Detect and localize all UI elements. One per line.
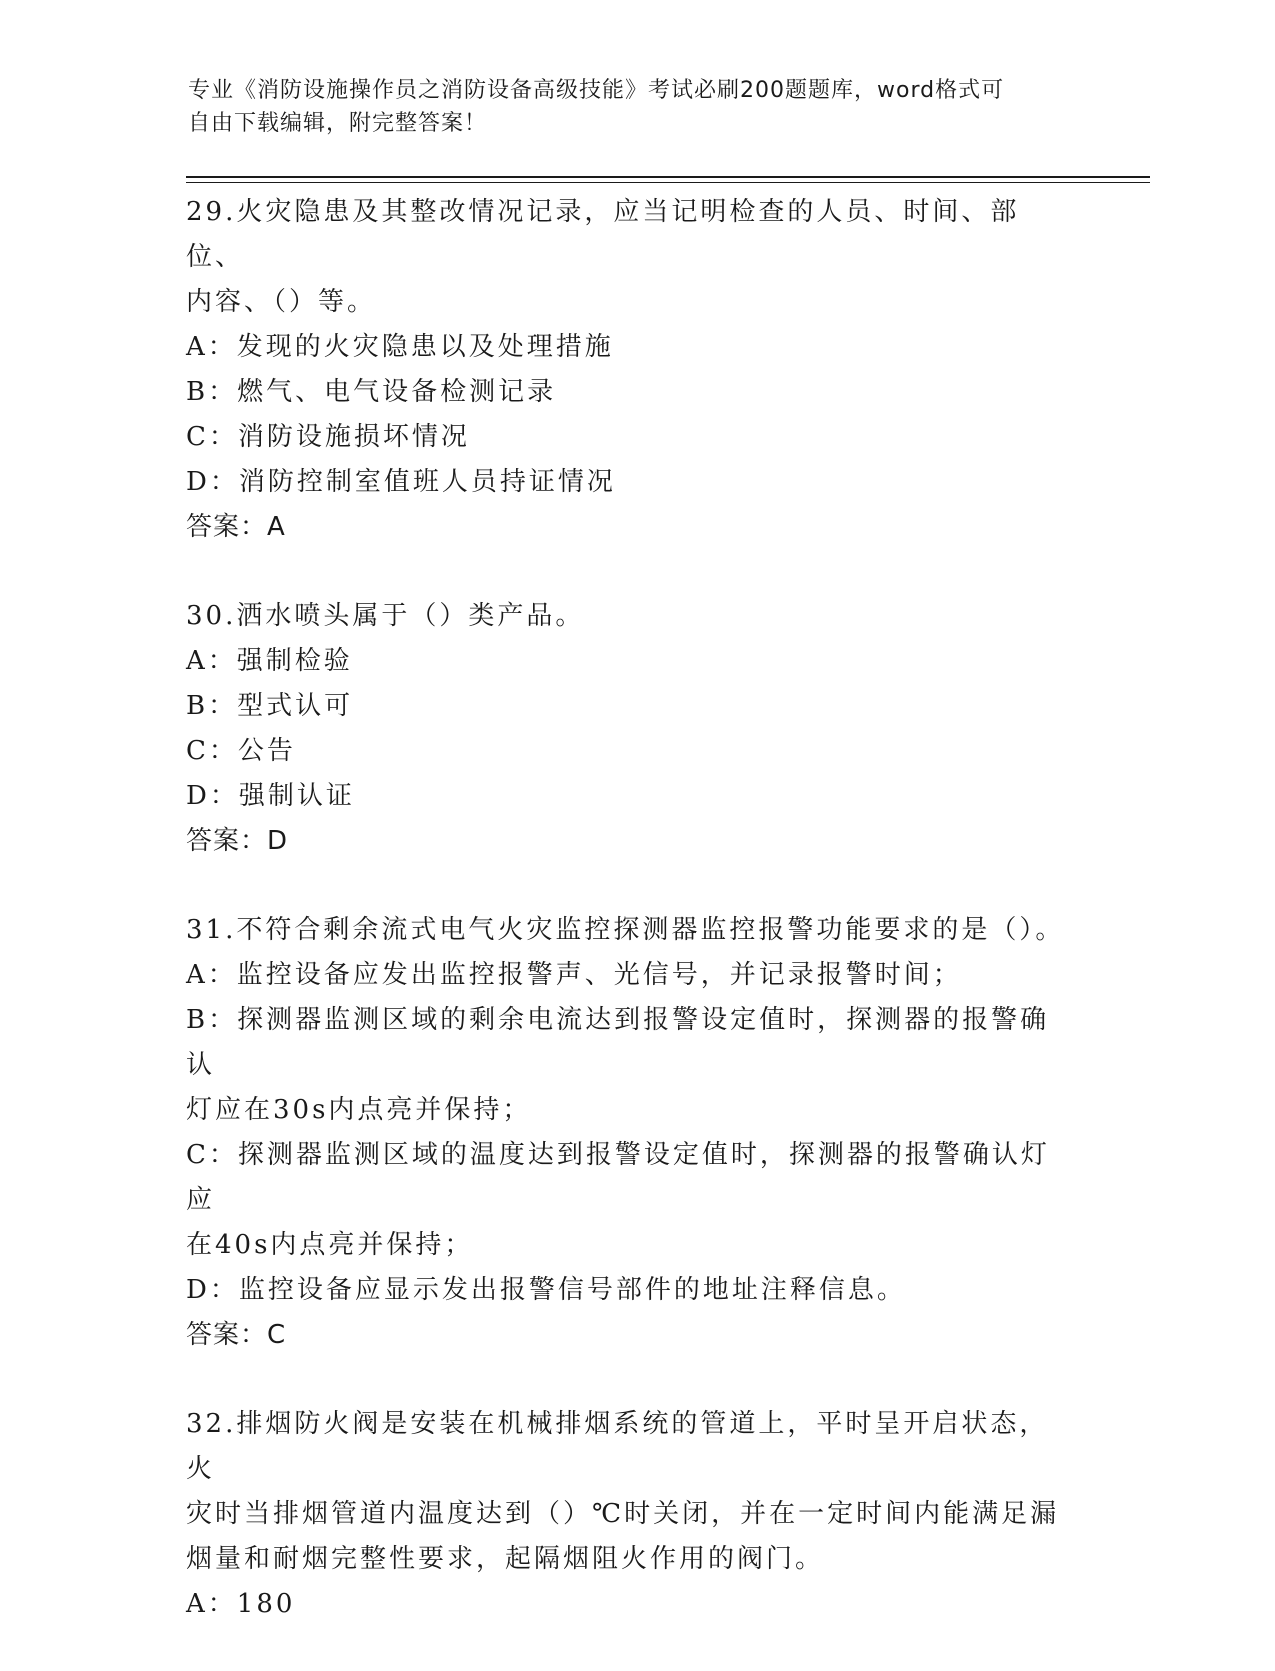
option-b: B：探测器监测区域的剩余电流达到报警设定值时，探测器的报警确认 xyxy=(186,1005,1050,1080)
question-31 xyxy=(186,908,1066,1358)
question-stem-line: 烟量和耐烟完整性要求，起隔烟阻火作用的阀门。 xyxy=(186,1544,825,1574)
option-a: A：强制检验 xyxy=(186,646,353,676)
document-header xyxy=(188,74,1068,140)
question-29 xyxy=(186,190,1066,550)
question-stem-line: 30.洒水喷头属于（）类产品。 xyxy=(186,601,585,631)
question-stem-line: 灾时当排烟管道内温度达到（）℃时关闭，并在一定时间内能满足漏 xyxy=(186,1499,1060,1529)
question-stem-line: 29.火灾隐患及其整改情况记录，应当记明检查的人员、时间、部位、 xyxy=(186,197,1020,272)
option-c-continued: 在40s内点亮并保持； xyxy=(186,1230,474,1260)
question-list xyxy=(186,190,1066,1671)
option-a: A：监控设备应发出监控报警声、光信号，并记录报警时间； xyxy=(186,960,962,990)
question-30 xyxy=(186,594,1066,864)
option-b: B：型式认可 xyxy=(186,691,354,721)
option-a: A：180 xyxy=(186,1589,296,1619)
option-c: C：公告 xyxy=(186,736,296,766)
question-stem-line: 32.排烟防火阀是安装在机械排烟系统的管道上，平时呈开启状态，火 xyxy=(186,1409,1049,1484)
header-line-1: 专业《消防设施操作员之消防设备高级技能》考试必刷200题题库，word格式可 xyxy=(188,78,1005,103)
header-divider xyxy=(186,176,1150,178)
header-line-2: 自由下载编辑，附完整答案！ xyxy=(188,111,488,136)
question-stem-line: 内容、（）等。 xyxy=(186,287,377,317)
option-a: A：发现的火灾隐患以及处理措施 xyxy=(186,332,614,362)
answer: 答案：D xyxy=(186,826,289,856)
option-d: D：监控设备应显示发出报警信号部件的地址注释信息。 xyxy=(186,1275,906,1305)
option-b-continued: 灯应在30s内点亮并保持； xyxy=(186,1095,532,1125)
option-b: B：燃气、电气设备检测记录 xyxy=(186,377,557,407)
option-c: C：探测器监测区域的温度达到报警设定值时，探测器的报警确认灯应 xyxy=(186,1140,1050,1215)
option-c: C：消防设施损坏情况 xyxy=(186,422,470,452)
question-32 xyxy=(186,1402,1066,1627)
answer: 答案：A xyxy=(186,512,286,542)
answer: 答案：C xyxy=(186,1320,287,1350)
option-d: D：强制认证 xyxy=(186,781,355,811)
option-d: D：消防控制室值班人员持证情况 xyxy=(186,467,616,497)
question-stem-line: 31.不符合剩余流式电气火灾监控探测器监控报警功能要求的是（）。 xyxy=(186,915,1065,945)
header-divider-thin xyxy=(186,182,1150,183)
